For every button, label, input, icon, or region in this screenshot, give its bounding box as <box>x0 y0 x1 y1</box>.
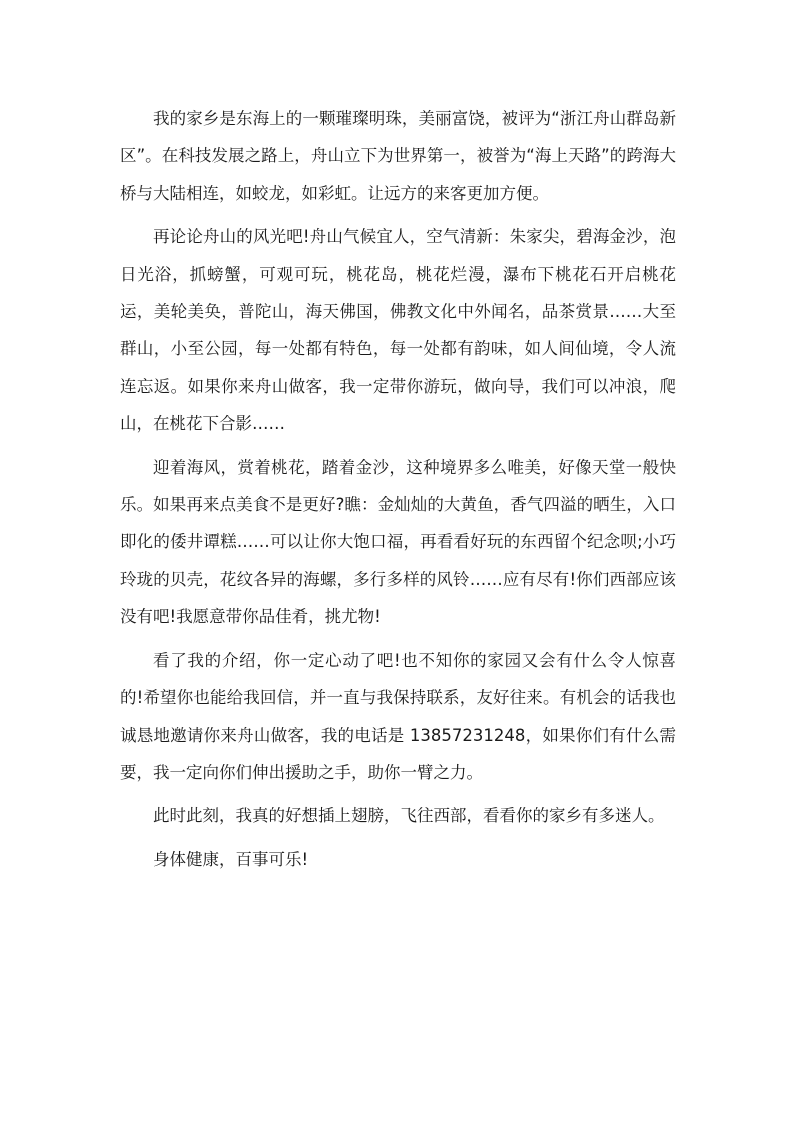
letter-body <box>120 100 676 884</box>
paragraph-wish-to-visit: 此时此刻，我真的好想插上翅膀，飞往西部，看看你的家乡有多迷人。 <box>153 806 665 826</box>
paragraph-food-and-souvenirs: 迎着海风，赏着桃花，踏着金沙，这种境界多么唯美，好像天堂一般快乐。如果再来点美食不是更好?瞧：金灿灿的大黄鱼，香气四溢的晒生，入口即化的倭井谭糕……可以让你大饱口福，再看看好玩的东西留个纪念呗;小巧玲珑的贝壳，花纹各异的海螺，多行多样的风铃……应有尽有!你们西部应该没有吧!我愿意带你品佳肴，挑尤物! <box>120 457 676 627</box>
paragraph-zhoushan-scenery: 再论论舟山的风光吧!舟山气候宜人，空气清新：朱家尖，碧海金沙，泡日光浴，抓螃蟹，可观可玩，桃花岛，桃花烂漫，瀑布下桃花石开启桃花运，美轮美奂，普陀山，海天佛国，佛教文化中外闻名，品茶赏景……大至群山，小至公园，每一处都有特色，每一处都有韵味，如人间仙境，令人流连忘返。如果你来舟山做客，我一定带你游玩，做向导，我们可以冲浪，爬山，在桃花下合影…… <box>120 227 676 434</box>
paragraph-hometown-intro: 我的家乡是东海上的一颗璀璨明珠，美丽富饶，被评为“浙江舟山群岛新区”。在科技发展之路上，舟山立下为世界第一，被誉为“海上天路”的跨海大桥与大陆相连，如蛟龙，如彩虹。让远方的来客更加方便。 <box>120 109 676 203</box>
paragraph-invitation: 看了我的介绍，你一定心动了吧!也不知你的家园又会有什么令人惊喜的!希望你也能给我回信，并一直与我保持联系，友好往来。有机会的话我也诚恳地邀请你来舟山做客，我的电话是 13857231248，如果你们有什么需要，我一定向你们伸出援助之手，助你一臂之力。 <box>120 650 676 782</box>
paragraph-closing-wishes: 身体健康，百事可乐! <box>153 849 309 869</box>
